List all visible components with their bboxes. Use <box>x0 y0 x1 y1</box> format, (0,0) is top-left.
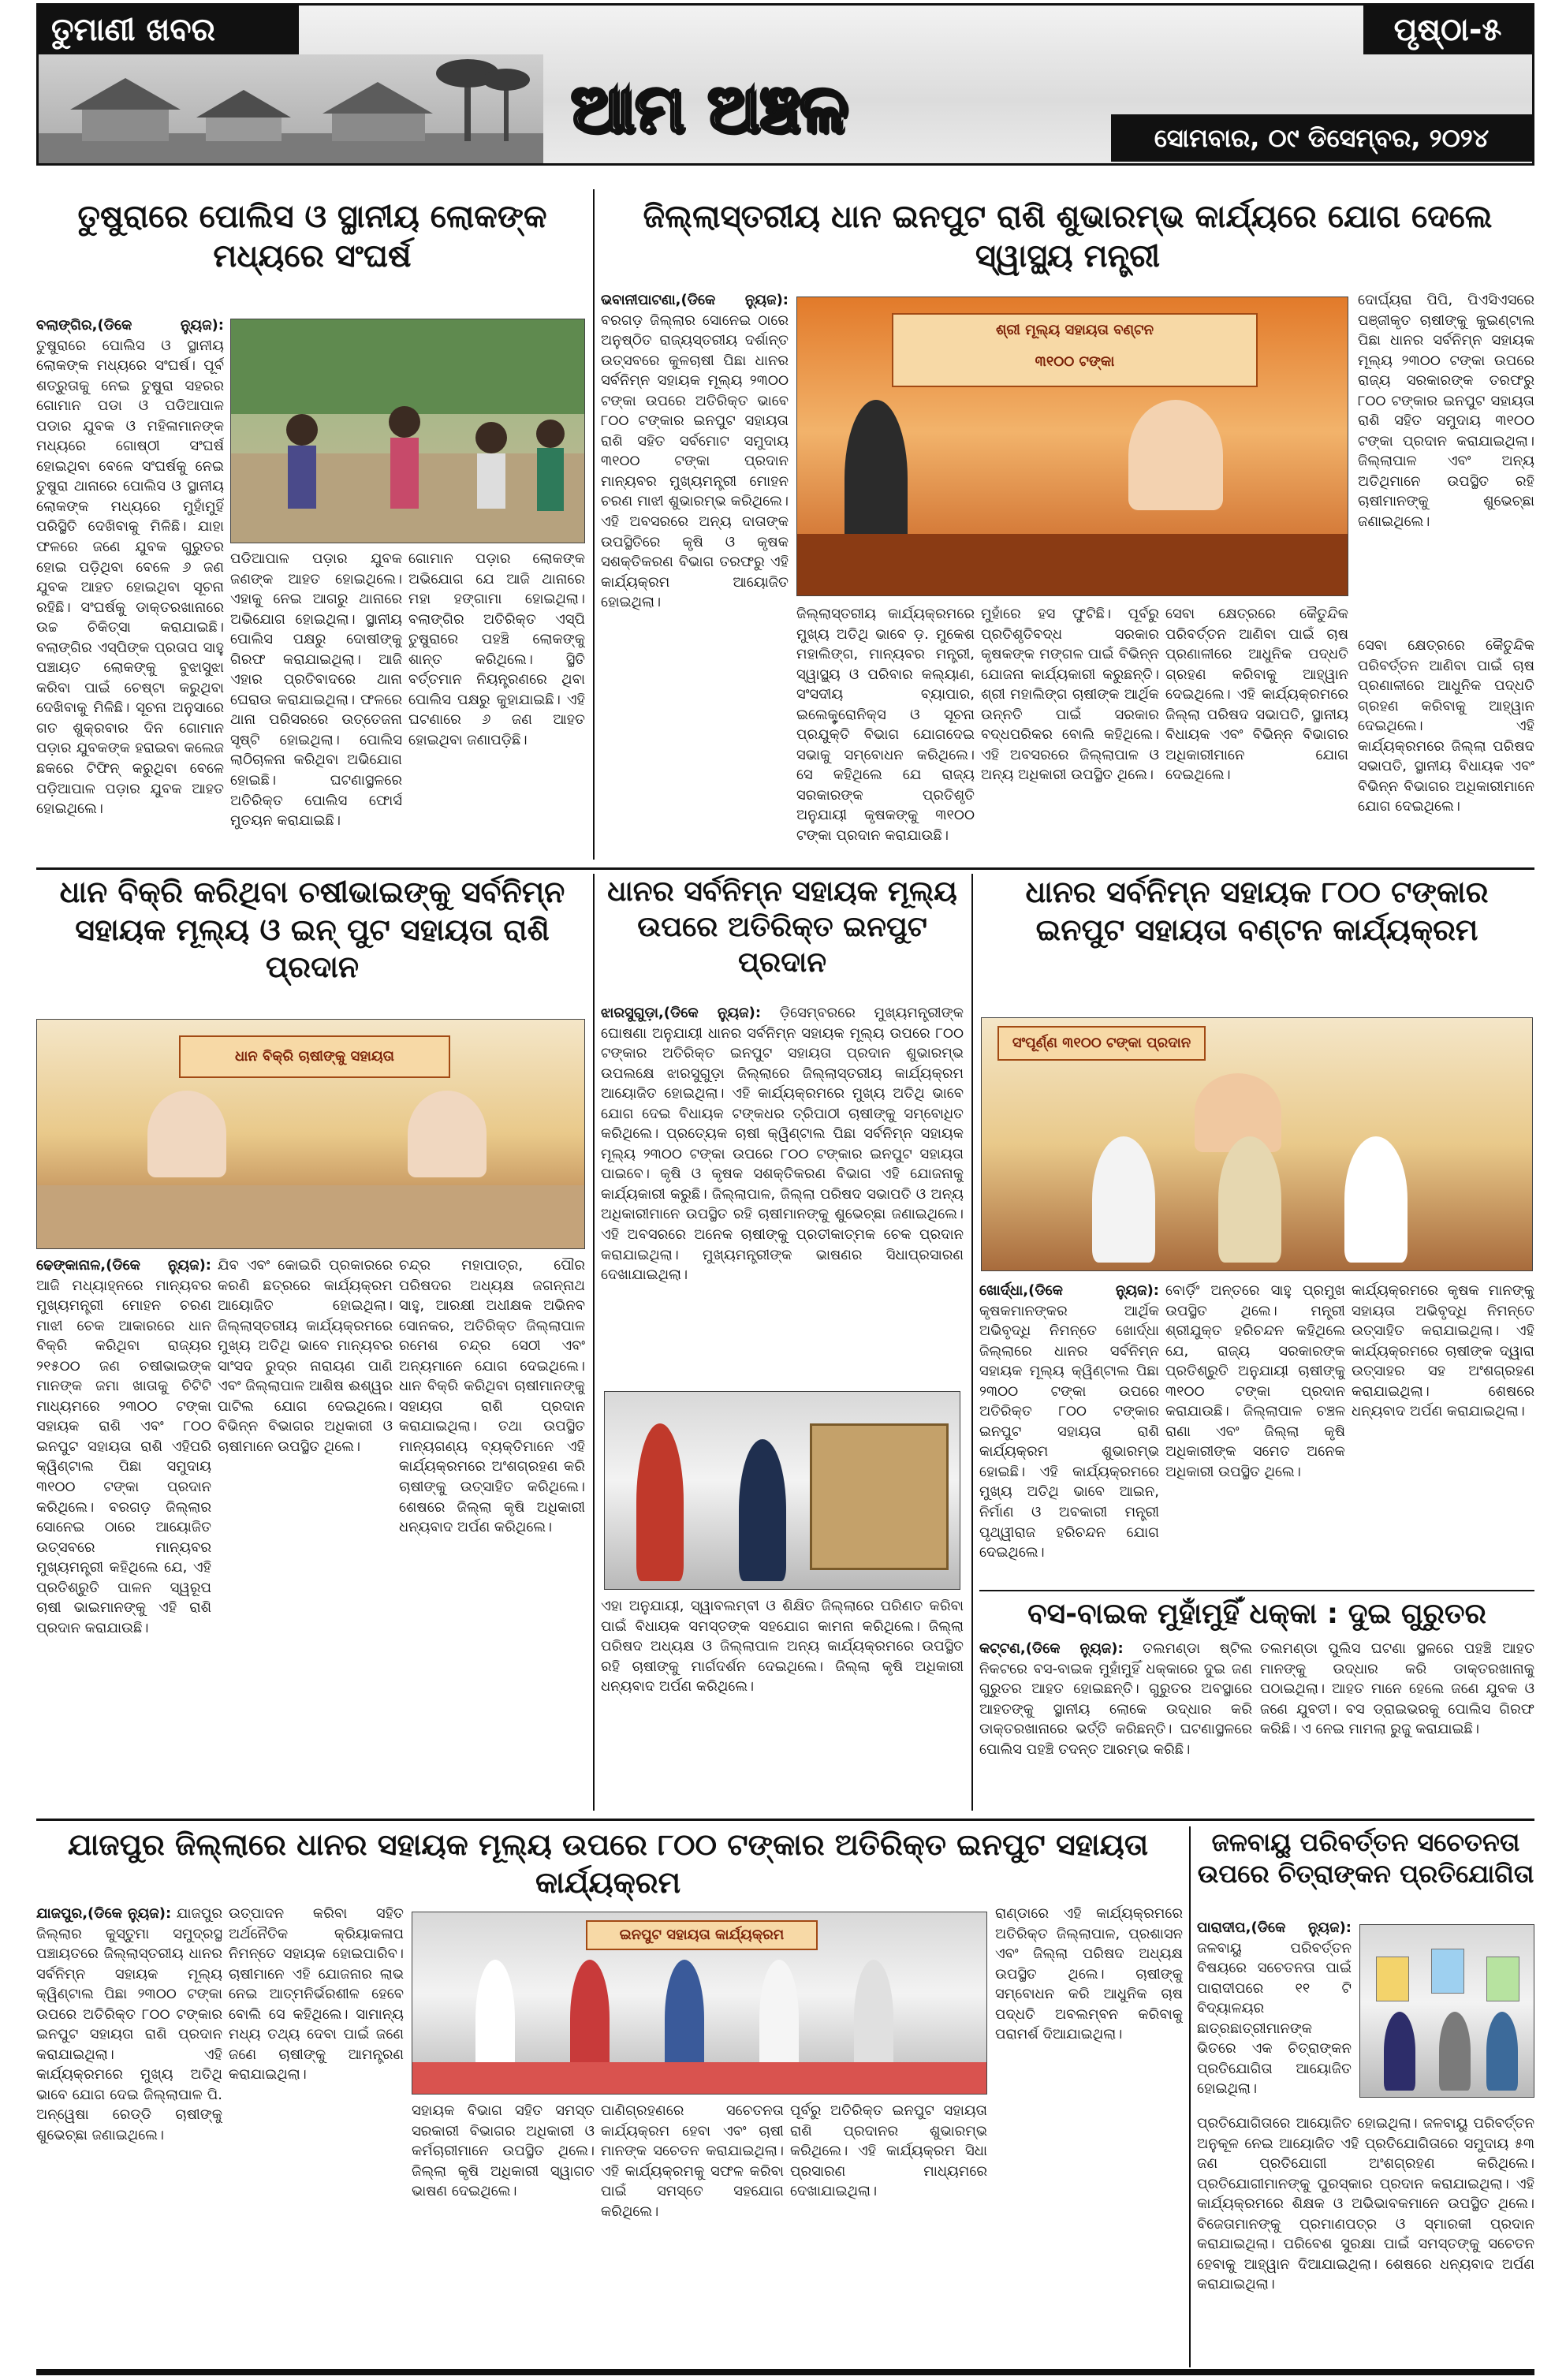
student-figure-a <box>1384 2012 1415 2091</box>
article-6-body-col2 <box>1260 1639 1534 1812</box>
article-1-body-col1 <box>36 315 224 852</box>
standing-figure-7a <box>475 1960 515 2078</box>
article-1-text-1: ତୁଷୁରାରେ ପୋଲିସ ଓ ସ୍ଥାନୀୟ ଲୋକଙ୍କ ମଧ୍ୟରେ ସଂଘର୍ଷ। ପୂର୍ବ ଶତ୍ରୁତାକୁ ନେଇ ତୁଷୁରା ସହରର ଗୋମାନ ପଡା ଓ ପଡିଆପାଳ ପଡାର ଯୁବକ ଓ ମହିଳାମାନଙ୍କ ମଧ୍ୟରେ ଗୋଷ୍ଠୀ ସଂଘର୍ଷ ହୋଇଥିବା ବେଳେ ସଂଘର୍ଷକୁ ନେଇ ତୁଷୁରା ଥାନାରେ ପୋଲିସ ଓ ସ୍ଥାନୀୟ ଲୋକଙ୍କ ମଧ୍ୟରେ ମୁହାଁମୁହିଁ ପରିସ୍ଥିତି ଦେଖିବାକୁ ମିଳିଛି। ଯାହା ଫଳରେ ଜଣେ ଯୁବକ ଗୁରୁତର ହୋଇ ପଡ଼ିଥିବା ବେଳେ ୬ ଜଣ ଯୁବକ ଆହତ ହୋଇଥିବା ସୂଚନା ରହିଛି। ସଂଘର୍ଷକୁ ଡାକ୍ତରଖାନାରେ ଉଚ୍ଚ ଚିକିତ୍ସା କରାଯାଇଛି। ବଲାଙ୍ଗିର ଏସ୍‌ପିଙ୍କ ପ୍ରତାପ ସାହୁ ପଞ୍ଚାୟତ ଲୋକଙ୍କୁ ବୁଝାସୁଝା କରିବା ପାଇଁ ଚେଷ୍ଟା କରୁଥିବା ଦେଖିବାକୁ ମିଳିଛି। ସୂଚନା ଅନୁସାରେ ଗତ ଶୁକ୍ରବାର ଦିନ ଗୋମାନ ପଡ଼ାର ଯୁବକଙ୍କ ହରାଇବା କଲେଜ ଛକରେ ଟିଫିନ୍ କରୁଥିବା ବେଳେ ପଡ଼ିଆପାଳ ପଡ଼ାର ଯୁବକ ଆହତ ହୋଇଥିଲେ। <box>36 337 224 818</box>
article-7-body-col6 <box>995 1904 1183 2366</box>
article-3-photo <box>36 1019 585 1249</box>
masthead <box>36 3 1534 166</box>
article-4-body-top <box>601 1003 964 1385</box>
article-1-text-2: ପଡିଆପାଳ ପଡ଼ାର ଯୁବକ ଜଣଙ୍କ ଆହତ ହୋଇଥିଲେ। ଏହାକୁ ନେଇ ଆଗରୁ ଥାନାରେ ଅଭିଯୋଗ ହୋଇଥିଲା। ସ୍ଥାନୀୟ ପୋଲିସ ପକ୍ଷରୁ ଦୋଷୀଙ୍କୁ ଗିରଫ କରାଯାଇଥିଲା। ଆଜି ଏହାର ପ୍ରତିବାଦରେ ଥାନା ଘେରାଉ କରାଯାଇଥିଲା। ଫଳରେ ଥାନା ପରିସରରେ ଉତ୍ତେଜନା ସୃଷ୍ଟି ହୋଇଥିଲା। ପୋଲିସ ଲାଠିଚାଳନା କରିଥିବା ଅଭିଯୋଗ ହୋଇଛି। ଘଟଣାସ୍ଥଳରେ ଅତିରିକ୍ତ ପୋଲିସ ଫୋର୍ସ ମୁତୟନ କରାଯାଇଛି। <box>230 550 402 830</box>
article-3-body-col3 <box>399 1255 585 2020</box>
official-figure <box>739 1439 786 1581</box>
article-7-text-5: ପୂର୍ବରୁ ଅତିରିକ୍ତ ଇନପୁଟ ସହାୟତା ରାଶି ପ୍ରଦାନର ଶୁଭାରମ୍ଭ କରିଥିଲେ। ଏହି କାର୍ଯ୍ୟକ୍ରମ ସିଧା ପ୍ରସାରଣ ମାଧ୍ୟମରେ ଦେଖାଯାଇଥିଲା। <box>790 2102 987 2200</box>
article-5-photo <box>981 1017 1533 1271</box>
standing-figure-7c <box>665 1960 704 2078</box>
article-2-body-col3 <box>981 604 1159 856</box>
article-7-body-col1 <box>36 1904 222 2366</box>
page-number: ପୃଷ୍ଠା-୫ <box>1363 6 1532 54</box>
stage-banner-7: ଇନପୁଟ ସହାୟତା କାର୍ଯ୍ୟକ୍ରମ <box>586 1920 818 1950</box>
student-figure-b <box>1439 2012 1471 2091</box>
article-2-body-col1 <box>601 290 789 629</box>
stage-front <box>797 534 1348 596</box>
article-6-dateline: କଟ୍ଟଣ,(ଡିକେ ନ୍ୟୁଜ): <box>979 1640 1124 1657</box>
article-7-text-6: ରାଣ୍ଡାରେ ଏହି କାର୍ଯ୍ୟକ୍ରମରେ ଅତିରିକ୍ତ ଜିଲ୍ଲାପାଳ, ପ୍ରଶାସନ ଏବଂ ଜିଲ୍ଲା ପରିଷଦ ଅଧ୍ୟକ୍ଷ ଉପସ୍ଥିତ ଥିଲେ। ଚାଷୀଙ୍କୁ ସମ୍ବୋଧନ କରି ଆଧୁନିକ ଚାଷ ପଦ୍ଧତି ଅବଲମ୍ବନ କରିବାକୁ ପରାମର୍ଶ ଦିଆଯାଇଥିଲା। <box>995 1905 1183 2043</box>
article-7-body-col5 <box>790 2101 987 2366</box>
article-5-headline: ଧାନର ସର୍ବନିମ୍ନ ସହାୟକ ୮୦୦ ଟଙ୍କାର ଇନପୁଟ ସହାୟତା ବଣ୍ଟନ କାର୍ଯ୍ୟକ୍ରମ <box>1025 875 1489 947</box>
stage-banner-3: ଧାନ ବିକ୍ରି ଚାଷୀଙ୍କୁ ସହାୟତା <box>179 1035 450 1078</box>
drawing-sheet-3 <box>1486 1957 1519 2001</box>
article-7-text-2: ଉତ୍ପାଦନ କରିବା ସହିତ ଅର୍ଥନୈତିକ କ୍ରିୟାକଳାପ ନିମନ୍ତେ ସହାୟକ ହୋଇପାରିବ। ଚାଷୀମାନେ ଏହି ଯୋଜନାର ଲାଭ ନେଇ ଆତ୍ମନିର୍ଭରଶୀଳ ହେବେ ବୋଲି ସେ କହିଥିଲେ। ସାମାନ୍ୟ ମଧ୍ୟ ତଥ୍ୟ ଦେବା ପାଇଁ ଜଣେ ଜଣେ ଚାଷୀଙ୍କୁ ଆମନ୍ତ୍ରଣ କରାଯାଇଥିଲା। <box>229 1905 404 2083</box>
standing-figure-7e <box>854 1960 893 2078</box>
article-1-photo <box>230 319 585 543</box>
column-divider <box>1189 1826 1191 2367</box>
article-1-dateline: ବଲାଙ୍ଗିର,(ଡିକେ ନ୍ୟୁଜ): <box>36 317 224 334</box>
article-1-body-col2 <box>230 549 402 852</box>
article-2-text-1: ବରଗଡ଼ ଜିଲ୍ଲାର ସୋନେଇ ଠାରେ ଅନୁଷ୍ଠିତ ରାଜ୍ୟସ୍ତରୀୟ ଦର୍ଶାନ୍ତ ଉତ୍ସବରେ କୁଳଚାଷୀ ପିଛା ଧାନର ସର୍ବନିମ୍ନ ସହାୟକ ମୂଲ୍ୟ ୨୩୦୦ ଟଙ୍କା ଉପରେ ଅତିରିକ୍ତ ଭାବେ ୮୦୦ ଟଙ୍କାର ଇନପୁଟ ସହାୟତା ରାଶି ସହିତ ସର୍ବମୋଟ ସମୁଦାୟ ୩୧୦୦ ଟଙ୍କା ପ୍ରଦାନ ମାନ୍ୟବର ମୁଖ୍ୟମନ୍ତ୍ରୀ ମୋହନ ଚରଣ ମାଝୀ ଶୁଭାରମ୍ଭ କରିଥିଲେ। ଏହି ଅବସରରେ ଅନ୍ୟ ଦାତାଙ୍କ ଉପସ୍ଥିତିରେ କୃଷି ଓ କୃଷକ ସଶକ୍ତିକରଣ ବିଭାଗ ତରଫରୁ ଏହି କାର୍ଯ୍ୟକ୍ରମ ଆୟୋଜିତ ହୋଇଥିଲା। <box>601 311 789 611</box>
article-2-text-3: ମୁହାଁରେ ହସ ଫୁଟିଛି। ପୂର୍ବରୁ ପ୍ରତିଶୃତିବଦ୍ଧ ସରକାର କୃଷକଙ୍କ ମଙ୍ଗଳ ପାଇଁ ବିଭିନ୍ନ ଯୋଜନା କାର୍ଯ୍ୟକାରୀ କରୁଛନ୍ତି। ଶ୍ରୀ ମହାଲିଙ୍ଗ ଚାଷୀଙ୍କ ଆର୍ଥିକ ଉନ୍ନତି ପାଇଁ ସରକାର ବଦ୍ଧପରିକର ବୋଲି କହିଥିଲେ। ଏହି ଅବସରରେ ଜିଲ୍ଲାପାଳ ଓ ଅନ୍ୟ ଅଧିକାରୀ ଉପସ୍ଥିତ ଥିଲେ। <box>981 606 1159 784</box>
portrait-figure-3a <box>147 1091 226 1177</box>
article-5-body-col1 <box>979 1281 1159 1620</box>
article-3-dateline: ଢେଙ୍କାନାଳ,(ଡିକେ ନ୍ୟୁଜ): <box>36 1257 211 1274</box>
article-4-dateline: ଝାରସୁଗୁଡ଼ା,(ଡିକେ ନ୍ୟୁଜ): <box>601 1005 762 1021</box>
article-5-body-col3 <box>1352 1281 1534 1620</box>
portrait-figure-3b <box>408 1091 487 1177</box>
standing-figure-7d <box>759 1960 799 2078</box>
article-8-body-main <box>1197 2113 1534 2366</box>
article-8-photo <box>1359 1924 1534 2098</box>
article-8-body-col1 <box>1197 1918 1352 2107</box>
article-6-text-1: ତଲମଣ୍ଡା ଷ୍ଟିଲ ନିକଟରେ ବସ-ବାଇକ ମୁହାଁମୁହିଁ ଧକ୍କାରେ ଦୁଇ ଜଣ ଗୁରୁତର ଆହତ ହୋଇଛନ୍ତି। ଗୁରୁତର ଅବସ୍ଥାରେ ଆହତଙ୍କୁ ସ୍ଥାନୀୟ ଲୋକେ ଉଦ୍ଧାର କରି ଡାକ୍ତରଖାନାରେ ଭର୍ତ୍ତି କରିଛନ୍ତି। ଘଟଣାସ୍ଥଳରେ ପୋଲିସ ପହଞ୍ଚି ତଦନ୍ତ ଆରମ୍ଭ କରିଛି। <box>979 1640 1252 1758</box>
seated-figure-5a <box>1092 1136 1155 1263</box>
article-7-body-col2 <box>229 1904 404 2366</box>
portrait-figure <box>1128 400 1223 510</box>
article-6-body-col1 <box>979 1639 1252 1812</box>
article-7-text-1: ଯାଜପୁର ଜିଲ୍ଲାର କୁସ୍ତୁମା ସମୁଦ୍ରସ୍ଥ ପଞ୍ଚାୟତରେ ଜିଲ୍ଲାସ୍ତରୀୟ ଧାନର ସର୍ବନିମ୍ନ ସହାୟକ ମୂଲ୍ୟ କ୍ୱିଣ୍ଟାଲ ପିଛା ୨୩୦୦ ଟଙ୍କା ଉପରେ ଅତିରିକ୍ତ ୮୦୦ ଟଙ୍କାର ଇନପୁଟ ସହାୟତା ରାଶି ପ୍ରଦାନ କରାଯାଇଥିଲା। ଏହି କାର୍ଯ୍ୟକ୍ରମରେ ମୁଖ୍ୟ ଅତିଥି ଭାବେ ଯୋଗ ଦେଇ ଜିଲ୍ଲାପାଳ ପି. ଅନ୍ୱେଷା ରେଡ୍ଡି ଚାଷୀଙ୍କୁ ଶୁଭେଚ୍ଛା ଜଣାଇଥିଲେ। <box>36 1905 222 2144</box>
article-4-body-bottom <box>601 1596 964 1809</box>
column-divider <box>971 874 973 1811</box>
column-divider <box>593 189 595 860</box>
article-3-text-1: ଆଜି ମଧ୍ୟାହ୍ନରେ ମାନ୍ୟବର ମୁଖ୍ୟମନ୍ତ୍ରୀ ମୋହନ ଚରଣ ମାଝୀ ଚେକ ଆକାରରେ ଧାନ ବିକ୍ରି କରିଥିବା ରାଜ୍ୟର ୨୧୫୦୦ ଜଣ ଚଷୀଭାଇଙ୍କ ମାନଙ୍କ ଜମା ଖାତାକୁ ଚିଟିଟି ମାଧ୍ୟମରେ ୨୩୦୦ ଟଙ୍କା ସହାୟକ ରାଶି ଏବଂ ୮୦୦ ଇନପୁଟ ସହାୟତା ରାଶି ଏହିପରି କ୍ୱିଣ୍ଟାଲ ପିଛା ସମୁଦାୟ ୩୧୦୦ ଟଙ୍କା ପ୍ରଦାନ କରିଥିଲେ। ବରଗଡ଼ ଜିଲ୍ଲାର ସୋନେଇ ଠାରେ ଆୟୋଜିତ ଉତ୍ସବରେ ମାନ୍ୟବର ମୁଖ୍ୟମନ୍ତ୍ରୀ କହିଥିଲେ ଯେ, ଏହି ପ୍ରତିଶ୍ରୁତି ପାଳନ ସ୍ୱରୂପ ଚାଷୀ ଭାଇମାନଙ୍କୁ ଏହି ରାଶି ପ୍ରଦାନ କରାଯାଉଛି। <box>36 1277 211 1636</box>
seated-figure-5c <box>1344 1136 1408 1263</box>
article-8-headline: ଜଳବାୟୁ ପରିବର୍ତ୍ତନ ସଚେତନତା ଉପରେ ଚିତ୍ରାଙ୍କନ ପ୍ରତିଯୋଗିତା <box>1197 1827 1534 1889</box>
article-4-photo <box>604 1391 960 1590</box>
article-6-headline: ବସ-ବାଇକ ମୁହାଁମୁହିଁ ଧକ୍କା : ଦୁଇ ଗୁରୁତର <box>1027 1598 1486 1630</box>
article-8-text-2: ପ୍ରତିଯୋଗିତାରେ ଆୟୋଜିତ ହୋଇଥିଲା। ଜଳବାୟୁ ପରିବର୍ତ୍ତନ ଅନୁକୂଳ ନେଇ ଆୟୋଜିତ ଏହି ପ୍ରତିଯୋଗିତାରେ ସମୁଦାୟ ୫୩ ଜଣ ପ୍ରତିଯୋଗୀ ଅଂଶଗ୍ରହଣ କରିଥିଲେ। ପ୍ରତିଯୋଗୀମାନଙ୍କୁ ପୁରସ୍କାର ପ୍ରଦାନ କରାଯାଇଥିଲା। ଏହି କାର୍ଯ୍ୟକ୍ରମରେ ଶିକ୍ଷକ ଓ ଅଭିଭାବକମାନେ ଉପସ୍ଥିତ ଥିଲେ। ବିଜେତାମାନଙ୍କୁ ପ୍ରମାଣପତ୍ର ଓ ସ୍ମାରକୀ ପ୍ରଦାନ କରାଯାଇଥିଲା। ପରିବେଶ ସୁରକ୍ଷା ପାଇଁ ସମସ୍ତଙ୍କୁ ସଚେତନ ହେବାକୁ ଆହ୍ୱାନ ଦିଆଯାଇଥିଲା। ଶେଷରେ ଧନ୍ୟବାଦ ଅର୍ପଣ କରାଯାଇଥିଲା। <box>1197 2115 1534 2293</box>
lady-figure <box>636 1423 684 1581</box>
flower-row <box>412 2062 987 2095</box>
article-4-text-2: ଏହା ଅନୁଯାୟୀ, ସ୍ୱାବଲମ୍ବୀ ଓ ଶିକ୍ଷିତ ଜିଲ୍ଲାରେ ପରିଣତ କରିବା ପାଇଁ ବିଧାୟକ ସମସ୍ତଙ୍କ ସହଯୋଗ କାମନା କରିଥିଲେ। ଜିଲ୍ଲା ପରିଷଦ ଅଧ୍ୟକ୍ଷ ଓ ଜିଲ୍ଲାପାଳ ଅନ୍ୟ କାର୍ଯ୍ୟକ୍ରମରେ ଉପସ୍ଥିତ ରହି ଚାଷୀଙ୍କୁ ମାର୍ଗଦର୍ଶନ ଦେଇଥିଲେ। ଜିଲ୍ଲା କୃଷି ଅଧିକାରୀ ଧନ୍ୟବାଦ ଅର୍ପଣ କରିଥିଲେ। <box>601 1598 964 1695</box>
article-2-body-col6 <box>1358 636 1534 856</box>
article-7-body-col3 <box>412 2101 595 2366</box>
article-8-dateline: ପାରାଦୀପ,(ଡିକେ ନ୍ୟୁଜ): <box>1197 1919 1352 1936</box>
article-6-text-2: ତଲମଣ୍ଡା ପୁଲିସ ଘଟଣା ସ୍ଥଳରେ ପହଞ୍ଚି ଆହତ ମାନଙ୍କୁ ଉଦ୍ଧାର କରି ଡାକ୍ତରଖାନାକୁ ପଠାଇଥିଲା। ଆହତ ମାନେ ହେଲେ ଜଣେ ଯୁବକ ଓ ଜଣେ ଯୁବତୀ। ବସ ଡ୍ରାଇଭରକୁ ପୋଲିସ ଗିରଫ କରିଛି। ଏ ନେଇ ମାମଲା ରୁଜୁ କରାଯାଇଛି। <box>1260 1640 1534 1738</box>
section-divider <box>36 1819 1534 1821</box>
article-5-text-1: କୃଷକମାନଙ୍କର ଆର୍ଥିକ ଅଭିବୃଦ୍ଧି ନିମନ୍ତେ ଖୋର୍ଦ୍ଧା ଜିଲ୍ଲାରେ ଧାନର ସର୍ବନିମ୍ନ ସହାୟକ ମୂଲ୍ୟ କ୍ୱିଣ୍ଟାଲ ପିଛା ୨୩୦୦ ଟଙ୍କା ଉପରେ ଅତିରିକ୍ତ ୮୦୦ ଟଙ୍କାର ଇନପୁଟ ସହାୟତା ରାଶି କାର୍ଯ୍ୟକ୍ରମ ଶୁଭାରମ୍ଭ ହୋଇଛି। ଏହି କାର୍ଯ୍ୟକ୍ରମରେ ମୁଖ୍ୟ ଅତିଥି ଭାବେ ଆଇନ, ନିର୍ମାଣ ଓ ଅବକାରୀ ମନ୍ତ୍ରୀ ପୃଥ୍ୱୀରାଜ ହରିଚନ୍ଦନ ଯୋଗ ଦେଇଥିଲେ। <box>979 1302 1159 1561</box>
article-2-body-col5 <box>1358 290 1534 629</box>
stage-banner-amount: ୩୧୦୦ ଟଙ୍କା <box>1035 353 1115 370</box>
section-divider <box>36 867 1534 870</box>
page-footer-rule <box>36 2369 1534 2375</box>
article-2-body-col4 <box>1165 604 1348 856</box>
article-1-text-3: ଗୋମାନ ପଡ଼ାର ଲୋକଙ୍କ ଅଭିଯୋଗ ଯେ ଆଜି ଥାନାରେ ମହା ହଙ୍ଗାମା ହୋଇଥିଲା। ବଲାଙ୍ଗିର ଅତିରିକ୍ତ ଏସ୍‌ପି ତୁଷୁରାରେ ପହଞ୍ଚି ଲୋକଙ୍କୁ ଶାନ୍ତ କରିଥିଲେ। ସ୍ଥିତି ବର୍ତ୍ତମାନ ନିୟନ୍ତ୍ରଣରେ ଥିବା ପୋଲିସ ପକ୍ଷରୁ କୁହାଯାଇଛି। ଏହି ଘଟଣାରେ ୬ ଜଣ ଆହତ ହୋଇଥିବା ଜଣାପଡ଼ିଛି। <box>408 550 585 748</box>
article-3-text-3: ଚନ୍ଦ୍ର ମହାପାତ୍ର, ପୌର ପରିଷଦର ଅଧ୍ୟକ୍ଷ ଜଗନ୍ନାଥ ସାହୁ, ଆରକ୍ଷୀ ଅଧୀକ୍ଷକ ଅଭିନବ ସୋନକର, ଅତିରିକ୍ତ ଜିଲ୍ଲାପାଳ ରମେଶ ଚନ୍ଦ୍ର ସେଠୀ ଏବଂ ଅନ୍ୟମାନେ ଯୋଗ ଦେଇଥିଲେ। ଧାନ ବିକ୍ରି କରିଥିବା ଚାଷୀମାନଙ୍କୁ ସହାୟତା ରାଶି ପ୍ରଦାନ କରାଯାଇଥିଲା। <box>399 1257 585 1435</box>
article-3-text-4: ତଥା ଉପସ୍ଥିତ ମାନ୍ୟଗଣ୍ୟ ବ୍ୟକ୍ତିମାନେ ଏହି କାର୍ଯ୍ୟକ୍ରମରେ ଅଂଶଗ୍ରହଣ କରି ଚାଷୀଙ୍କୁ ଉତ୍ସାହିତ କରିଥିଲେ। ଶେଷରେ ଜିଲ୍ଲା କୃଷି ଅଧିକାରୀ ଧନ୍ୟବାଦ ଅର୍ପଣ କରିଥିଲେ। <box>399 1418 585 1536</box>
section-divider <box>979 1590 1534 1591</box>
article-2-text-6: ସେବା କ୍ଷେତ୍ରରେ କୈତୁନ୍ଦିକ ପରିବର୍ତ୍ତନ ଆଣିବା ପାଇଁ ଚାଷ ପ୍ରଣାଳୀରେ ଆଧୁନିକ ପଦ୍ଧତି ଗ୍ରହଣ କରିବାକୁ ଆହ୍ୱାନ ଦେଇଥିଲେ। ଏହି କାର୍ଯ୍ୟକ୍ରମରେ ଜିଲ୍ଲା ପରିଷଦ ସଭାପତି, ସ୍ଥାନୀୟ ବିଧାୟକ ଏବଂ ବିଭିନ୍ନ ବିଭାଗର ଅଧିକାରୀମାନେ ଯୋଗ ଦେଇଥିଲେ। <box>1358 637 1534 815</box>
screen-display <box>810 1423 949 1570</box>
article-4-text-1: ଡ଼ିସେମ୍ବରରେ ମୁଖ୍ୟମନ୍ତ୍ରୀଙ୍କ ଘୋଷଣା ଅନୁଯାୟୀ ଧାନର ସର୍ବନିମ୍ନ ସହାୟକ ମୂଲ୍ୟ ଉପରେ ୮୦୦ ଟଙ୍କାର ଅତିରିକ୍ତ ଇନପୁଟ ସହାୟତା ପ୍ରଦାନ ଶୁଭାରମ୍ଭ ଉପଲକ୍ଷେ ଝାରସୁଗୁଡ଼ା ଜିଲ୍ଲାରେ ଜିଲ୍ଲାସ୍ତରୀୟ କାର୍ଯ୍ୟକ୍ରମ ଆୟୋଜିତ ହୋଇଥିଲା। ଏହି କାର୍ଯ୍ୟକ୍ରମରେ ମୁଖ୍ୟ ଅତିଥି ଭାବେ ଯୋଗ ଦେଇ ବିଧାୟକ ଟଙ୍କଧର ତ୍ରିପାଠୀ ଚାଷୀଙ୍କୁ ସମ୍ବୋଧିତ କରିଥିଲେ। ପ୍ରତ୍ୟେକ ଚାଷୀ କ୍ୱିଣ୍ଟାଲ ପିଛା ସର୍ବନିମ୍ନ ସହାୟକ ମୂଲ୍ୟ ୨୩୦୦ ଟଙ୍କା ଉପରେ ୮୦୦ ଟଙ୍କାର ଇନପୁଟ ସହାୟତା ପାଇବେ। କୃଷି ଓ କୃଷକ ସଶକ୍ତିକରଣ ବିଭାଗ ଏହି ଯୋଜନାକୁ କାର୍ଯ୍ୟକାରୀ କରୁଛି। ଜିଲ୍ଲାପାଳ, ଜିଲ୍ଲା ପରିଷଦ ସଭାପତି ଓ ଅନ୍ୟ ଅଧିକାରୀମାନେ ଉପସ୍ଥିତ ରହି ଚାଷୀମାନଙ୍କୁ ଶୁଭେଚ୍ଛା ଜଣାଇଥିଲେ। ଏହି ଅବସରରେ ଅନେକ ଚାଷୀଙ୍କୁ ପ୍ରତୀକାତ୍ମକ ଚେକ ପ୍ରଦାନ କରାଯାଇଥିଲା। ମୁଖ୍ୟମନ୍ତ୍ରୀଙ୍କ ଭାଷଣର ସିଧାପ୍ରସାରଣ ଦେଖାଯାଇଥିଲା। <box>601 1005 964 1284</box>
article-8-text-1: ଜଳବାୟୁ ପରିବର୍ତ୍ତନ ବିଷୟରେ ସଚେତନତା ପାଇଁ ପାରାଦୀପରେ ୧୧ ଟି ବିଦ୍ୟାଳୟର ଛାତ୍ରଛାତ୍ରୀମାନଙ୍କ ଭିତରେ ଏକ ଚିତ୍ରାଙ୍କନ ପ୍ରତିଯୋଗିତା ଆୟୋଜିତ ହୋଇଥିଲା। <box>1197 1939 1352 2098</box>
article-7-text-3: ସହାୟକ ବିଭାଗ ସହିତ ସମସ୍ତ ସରକାରୀ ବିଭାଗର ଅଧିକାରୀ ଓ କର୍ମଚାରୀମାନେ ଉପସ୍ଥିତ ଥିଲେ। ଜିଲ୍ଲା କୃଷି ଅଧିକାରୀ ସ୍ୱାଗତ ଭାଷଣ ଦେଇଥିଲେ। <box>412 2102 595 2200</box>
audience-row <box>37 1185 585 1249</box>
article-1-body-col3 <box>408 549 585 852</box>
standing-figure-7b <box>570 1960 610 2078</box>
article-5-text-3: କାର୍ଯ୍ୟକ୍ରମରେ କୃଷକ ମାନଙ୍କୁ ସହାୟତା ଅଭିବୃଦ୍ଧି ନିମନ୍ତେ ଉତ୍ସାହିତ କରାଯାଇଥିଲା। ଏହି କାର୍ଯ୍ୟକ୍ରମରେ ଚାଷୀଙ୍କ ଦ୍ୱାରା ଉତ୍ସାହର ସହ ଅଂଶଗ୍ରହଣ କରାଯାଇଥିଲା। ଶେଷରେ ଧନ୍ୟବାଦ ଅର୍ପଣ କରାଯାଇଥିଲା। <box>1352 1282 1534 1420</box>
stage-banner <box>892 313 1258 387</box>
article-2-text-2: ଜିଲ୍ଲାସ୍ତରୀୟ କାର୍ଯ୍ୟକ୍ରମରେ ମୁଖ୍ୟ ଅତିଥି ଭାବେ ଡ଼. ମୁକେଶ ମହାଲିଙ୍ଗ, ମାନ୍ୟବର ମନ୍ତ୍ରୀ, ସ୍ୱାସ୍ଥ୍ୟ ଓ ପରିବାର କଲ୍ୟାଣ, ସଂସଦୀୟ ବ୍ୟାପାର, ଇଲେକ୍ଟ୍ରୋନିକ୍ସ ଓ ସୂଚନା ପ୍ରଯୁକ୍ତି ବିଭାଗ ଯୋଗଦେଇ ସଭାକୁ ସମ୍ବୋଧନ କରିଥିଲେ। ସେ କହିଥିଲେ ଯେ ରାଜ୍ୟ ସରକାରଙ୍କ ପ୍ରତିଶୃତି ଅନୁଯାୟୀ କୃଷକଙ୍କୁ ୩୧୦୦ ଟଙ୍କା ପ୍ରଦାନ କରାଯାଉଛି। <box>796 606 975 845</box>
article-5-dateline: ଖୋର୍ଦ୍ଧା,(ଡିକେ ନ୍ୟୁଜ): <box>979 1282 1159 1299</box>
drawing-sheet-1 <box>1376 1957 1409 2001</box>
article-5-text-2: ବୋର୍ଡ଼ିଂ ଅନ୍ତରେ ସାହୁ ପ୍ରମୁଖ ଉପସ୍ଥିତ ଥିଲେ। ମନ୍ତ୍ରୀ ଶ୍ରୀଯୁକ୍ତ ହରିଚନ୍ଦନ କହିଥିଲେ ଯେ, ରାଜ୍ୟ ସରକାରଙ୍କ ପ୍ରତିଶ୍ରୁତି ଅନୁଯାୟୀ ଚାଷୀଙ୍କୁ ୩୧୦୦ ଟଙ୍କା ପ୍ରଦାନ କରାଯାଉଛି। ଜିଲ୍ଲାପାଳ ଚଞ୍ଚଳ ରାଣା ଏବଂ ଜିଲ୍ଲା କୃଷି ଅଧିକାରୀଙ୍କ ସମେତ ଅନେକ ଅଧିକାରୀ ଉପସ୍ଥିତ ଥିଲେ। <box>1165 1282 1345 1480</box>
student-figure-c <box>1486 2012 1518 2091</box>
article-7-photo <box>412 1912 987 2095</box>
column-divider <box>593 874 595 1811</box>
issue-date: ସୋମବାର, ୦୯ ଡିସେମ୍ବର, ୨୦୨୪ <box>1111 114 1532 162</box>
stage-banner-5: ସଂପୂର୍ଣ୍ଣ ୩୧୦୦ ଟଙ୍କା ପ୍ରଦାନ <box>997 1026 1206 1061</box>
article-5-body-col2 <box>1165 1281 1345 1620</box>
village-scene-illustration <box>39 54 543 165</box>
article-7-body-col4 <box>601 2101 784 2366</box>
article-7-dateline: ଯାଜପୁର,(ଡିକେ ନ୍ୟୁଜ): <box>36 1905 172 1922</box>
article-3-text-2: ଯିବ ଏବଂ କୋଇରି ପ୍ରକାରରେ କରଣି ଛତ୍ରରେ କାର୍ଯ୍ୟକ୍ରମ ଆୟୋଜିତ ହୋଇଥିଲା। ଜିଲ୍ଲାସ୍ତରୀୟ କାର୍ଯ୍ୟକ୍ରମରେ ମୁଖ୍ୟ ଅତିଥି ଭାବେ ମାନ୍ୟବର ସାଂସଦ ରୁଦ୍ର ନାରାୟଣ ପାଣି ଏବଂ ଜିଲ୍ଲାପାଳ ଆଶିଷ ଈଶ୍ୱର ପାଟିଲ ଯୋଗ ଦେଇଥିଲେ। ବିଭିନ୍ନ ବିଭାଗର ଅଧିକାରୀ ଓ ଚାଷୀମାନେ ଉପସ୍ଥିତ ଥିଲେ। <box>218 1257 393 1455</box>
seated-figure-5b <box>1218 1136 1281 1263</box>
article-2-text-5: ଦୋର୍ଘ୍ୟରା ପିପି, ପିଏସିଏସରେ ପଞ୍ଜୀକୃତ ଚାଷୀଙ୍କୁ କୁଇଣ୍ଟାଲ ପିଛା ଧାନର ସର୍ବନିମ୍ନ ସହାୟକ ମୂଲ୍ୟ ୨୩୦୦ ଟଙ୍କା ଉପରେ ରାଜ୍ୟ ସରକାରଙ୍କ ତରଫରୁ ୮୦୦ ଟଙ୍କାର ଇନପୁଟ ସହାୟତା ରାଶି ସହିତ ସମୁଦାୟ ୩୧୦୦ ଟଙ୍କା ପ୍ରଦାନ କରାଯାଇଥିଲା। ଜିଲ୍ଲାପାଳ ଏବଂ ଅନ୍ୟ ଅତିଥିମାନେ ଉପସ୍ଥିତ ରହି ଚାଷୀମାନଙ୍କୁ ଶୁଭେଚ୍ଛା ଜଣାଇଥିଲେ। <box>1358 292 1534 531</box>
article-1-headline: ତୁଷୁରାରେ ପୋଲିସ ଓ ସ୍ଥାନୀୟ ଲୋକଙ୍କ ମଧ୍ୟରେ ସଂଘର୍ଷ <box>77 199 547 274</box>
article-2-body-col2 <box>796 604 975 856</box>
article-4-headline: ଧାନର ସର୍ବନିମ୍ନ ସହାୟକ ମୂଲ୍ୟ ଉପରେ ଅତିରିକ୍ତ ଇନପୁଟ ପ୍ରଦାନ <box>607 875 957 979</box>
article-3-headline: ଧାନ ବିକ୍ରି କରିଥିବା ଚଷୀଭାଇଙ୍କୁ ସର୍ବନିମ୍ନ ସହାୟକ ମୂଲ୍ୟ ଓ ଇନ୍ ପୁଟ ସହାୟତା ରାଶି ପ୍ରଦାନ <box>59 875 565 984</box>
article-7-text-4: ପାଣିଗ୍ରହଣରେ ସଚେତନତା କାର୍ଯ୍ୟକ୍ରମ ହେବା ଏବଂ ଚାଷୀ ମାନଙ୍କ ସଚେତନ କରାଯାଇଥିଲା। ଏହି କାର୍ଯ୍ୟକ୍ରମକୁ ସଫଳ କରିବା ପାଇଁ ସମସ୍ତେ ସହଯୋଗ କରିଥିଲେ। <box>601 2102 784 2220</box>
stage-banner-text: ଶ୍ରୀ ମୂଲ୍ୟ ସହାୟତା ବଣ୍ଟନ <box>996 322 1154 338</box>
article-2-photo <box>796 297 1348 596</box>
section-title: ଆମ ଅଞ୍ଚଳ <box>570 69 848 147</box>
paper-name: ତୁମାଣୀ ଖବର <box>39 6 299 54</box>
article-2-dateline: ଭବାନୀପାଟଣା,(ଡିକେ ନ୍ୟୁଜ): <box>601 292 789 308</box>
article-2-text-4: ସେବା କ୍ଷେତ୍ରରେ କୈତୁନ୍ଦିକ ପରିବର୍ତ୍ତନ ଆଣିବା ପାଇଁ ଚାଷ ପ୍ରଣାଳୀରେ ଆଧୁନିକ ପଦ୍ଧତି ଗ୍ରହଣ କରିବାକୁ ଆହ୍ୱାନ ଦେଇଥିଲେ। ଏହି କାର୍ଯ୍ୟକ୍ରମରେ ଜିଲ୍ଲା ପରିଷଦ ସଭାପତି, ସ୍ଥାନୀୟ ବିଧାୟକ ଏବଂ ବିଭିନ୍ନ ବିଭାଗର ଅଧିକାରୀମାନେ ଯୋଗ ଦେଇଥିଲେ। <box>1165 606 1348 784</box>
article-7-headline: ଯାଜପୁର ଜିଲ୍ଲାରେ ଧାନର ସହାୟକ ମୂଲ୍ୟ ଉପରେ ୮୦୦ ଟଙ୍କାର ଅତିରିକ୍ତ ଇନପୁଟ ସହାୟତା କାର୍ଯ୍ୟକ୍ରମ <box>67 1827 1149 1900</box>
article-2-headline: ଜିଲ୍ଲାସ୍ତରୀୟ ଧାନ ଇନପୁଟ ରାଶି ଶୁଭାରମ୍ଭ କାର୍ଯ୍ୟରେ ଯୋଗ ଦେଲେ ସ୍ୱାସ୍ଥ୍ୟ ମନ୍ତ୍ରୀ <box>643 199 1493 274</box>
drawing-sheet-2 <box>1431 1949 1464 1994</box>
